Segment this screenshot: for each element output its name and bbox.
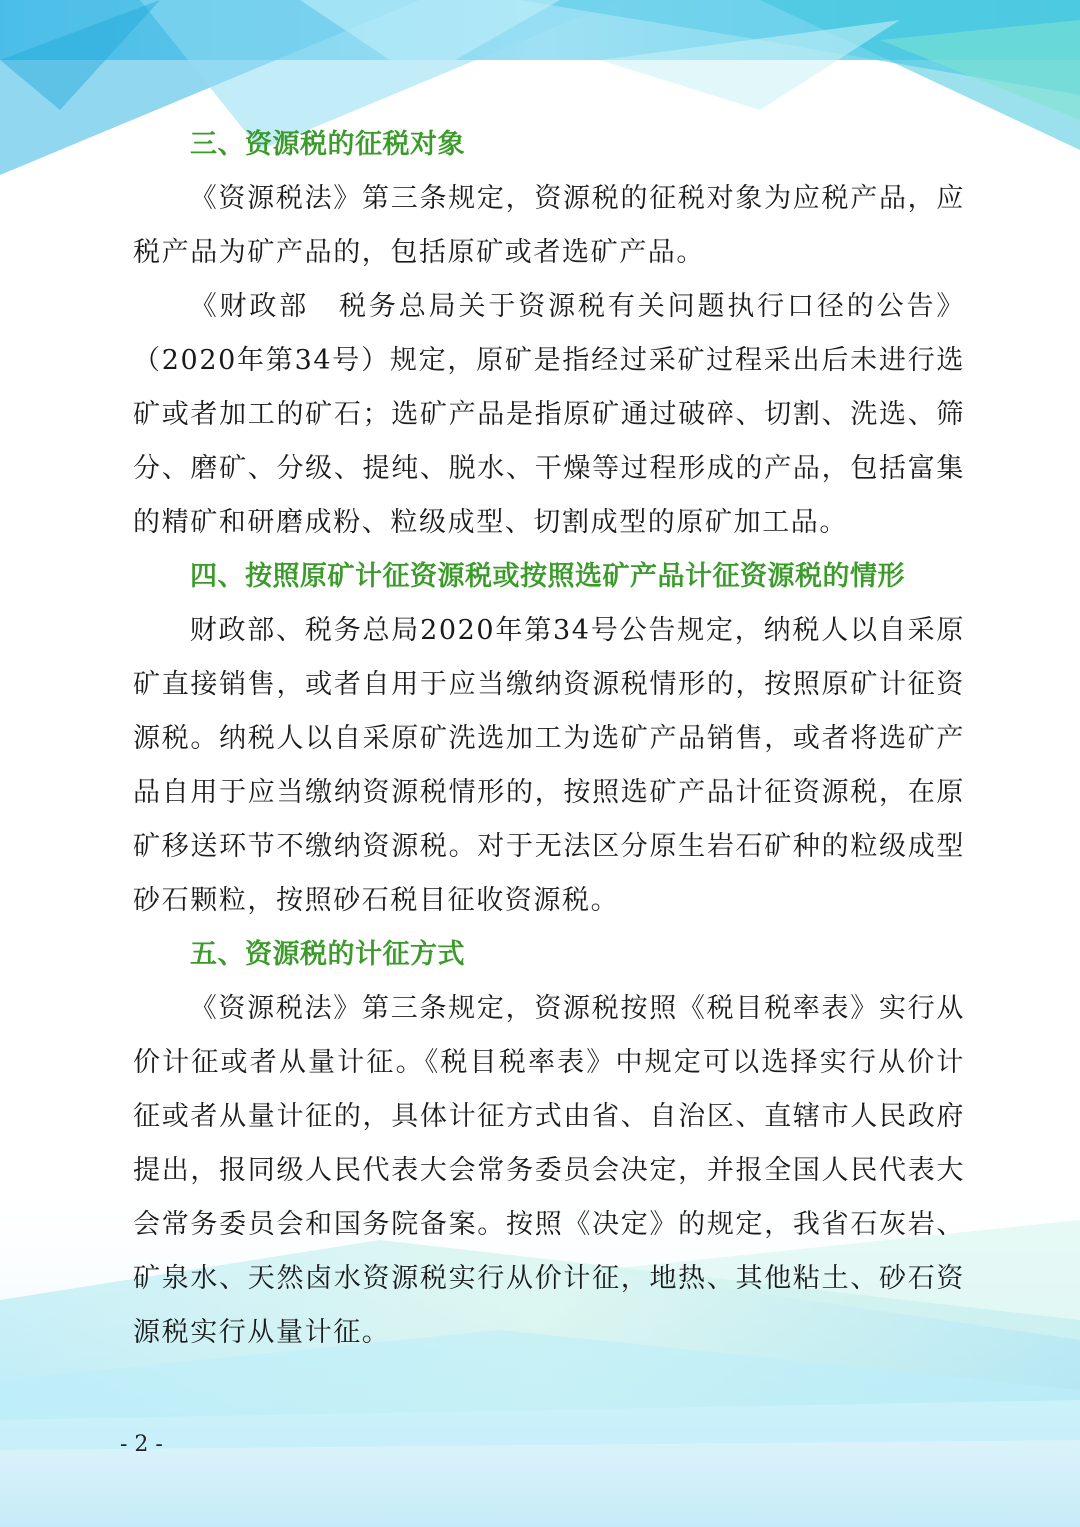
section-4-paragraph-1: 财政部、税务总局2020年第34号公告规定，纳税人以自采原矿直接销售，或者自用于应当缴纳资源税情形的，按照原矿计征资源税。纳税人以自采原矿洗选加工为选矿产品销售，或者将选矿产品自用于应当缴纳资源税情形的，按照选矿产品计征资源税，在原矿移送环节不缴纳资源税。对于无法区分原生岩石矿种的粒级成型砂石颗粒，按照砂石税目征收资源税。 <box>133 615 965 916</box>
section-5-heading: 五、资源税的计征方式 <box>190 939 465 970</box>
section-5-paragraph-1: 《资源税法》第三条规定，资源税按照《税目税率表》实行从价计征或者从量计征。《税目税率表》中规定可以选择实行从价计征或者从量计征的，具体计征方式由省、自治区、直辖市人民政府提出，报同级人民代表大会常务委员会决定，并报全国人民代表大会常务委员会和国务院备案。按照《决定》的规定，我省石灰岩、矿泉水、天然卤水资源税实行从价计征，地热、其他粘土、砂石资源税实行从量计征。 <box>133 993 965 1348</box>
page-number: - 2 - <box>120 1432 163 1457</box>
section-3-paragraph-1: 《资源税法》第三条规定，资源税的征税对象为应税产品，应税产品为矿产品的，包括原矿或者选矿产品。 <box>133 183 965 268</box>
section-4-heading: 四、按照原矿计征资源税或按照选矿产品计征资源税的情形 <box>190 561 905 592</box>
document-body <box>133 118 965 1360</box>
section-3-paragraph-2: 《财政部 税务总局关于资源税有关问题执行口径的公告》（2020年第34号）规定，原矿是指经过采矿过程采出后未进行选矿或者加工的矿石；选矿产品是指原矿通过破碎、切割、洗选、筛分、磨矿、分级、提纯、脱水、干燥等过程形成的产品，包括富集的精矿和研磨成粉、粒级成型、切割成型的原矿加工品。 <box>133 291 965 538</box>
section-3-heading: 三、资源税的征税对象 <box>190 129 465 160</box>
